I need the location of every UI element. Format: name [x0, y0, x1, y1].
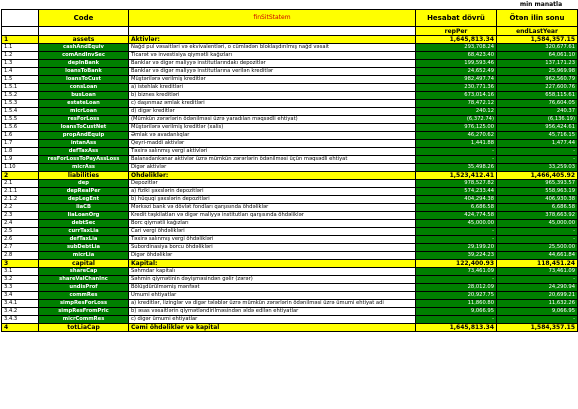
row-code[interactable]: undisProf	[39, 284, 129, 292]
row-code[interactable]: liabilities	[39, 172, 129, 180]
row-number[interactable]: 1.1	[2, 44, 39, 52]
table-row	[2, 124, 578, 132]
table-row	[2, 132, 578, 140]
unit-caption: min manatla	[519, 1, 563, 8]
row-value-previous[interactable]: 24,290.94	[497, 284, 578, 292]
table-row	[2, 316, 578, 324]
row-code[interactable]: defTaxAss	[39, 148, 129, 156]
row-value-current[interactable]: 293,708.24	[416, 44, 497, 52]
table-row	[2, 204, 578, 212]
row-number[interactable]: 1.2	[2, 52, 39, 60]
row-value-current[interactable]: 424,774.58	[416, 212, 497, 220]
row-description[interactable]: d) digər kreditlər	[129, 108, 416, 116]
row-description[interactable]: a) fiziki şəxslərin depozitləri	[129, 188, 416, 196]
row-code[interactable]: depInBank	[39, 60, 129, 68]
table-row	[2, 172, 578, 180]
row-description[interactable]: Müştərilərə verilmiş kreditlər (xalis)	[129, 124, 416, 132]
row-value-previous[interactable]: 558,963.19	[497, 188, 578, 196]
row-description[interactable]: Səhmin qiymətinin dəyişməsindən gəlir (zərər)	[129, 276, 416, 284]
row-code[interactable]: shareValChanInc	[39, 276, 129, 284]
row-number[interactable]: 2.6	[2, 236, 39, 244]
row-description[interactable]: Digər öhdəliklər	[129, 252, 416, 260]
row-number[interactable]: 2.2	[2, 204, 39, 212]
row-code[interactable]: micrCommRes	[39, 316, 129, 324]
row-code[interactable]: debtSec	[39, 220, 129, 228]
row-description[interactable]: b) hüquqi şəxslərin depozitləri	[129, 196, 416, 204]
row-number[interactable]: 3.1	[2, 268, 39, 276]
row-value-current[interactable]: -	[416, 148, 497, 156]
row-description[interactable]: Banklar və digər maliyyə institutlarındakı depozitlər	[129, 60, 416, 68]
row-value-current[interactable]: 982,497.74	[416, 76, 497, 84]
row-number[interactable]: 2.1.1	[2, 188, 39, 196]
row-value-previous[interactable]: 1,477.44	[497, 140, 578, 148]
row-value-current[interactable]: -	[416, 156, 497, 164]
row-code[interactable]: loansToCustNet	[39, 124, 129, 132]
row-value-current[interactable]: 1,441.88	[416, 140, 497, 148]
row-value-current[interactable]: 73,461.09	[416, 268, 497, 276]
table-row	[2, 180, 578, 188]
row-value-previous[interactable]: -	[497, 228, 578, 236]
row-value-current[interactable]: -	[416, 316, 497, 324]
row-number[interactable]: 2	[2, 172, 39, 180]
table-row	[2, 108, 578, 116]
row-description[interactable]: Qeyri-maddi aktivlər	[129, 140, 416, 148]
row-description[interactable]: Əmlak və avadanlıqlar	[129, 132, 416, 140]
row-number[interactable]: 2.4	[2, 220, 39, 228]
table-row	[2, 84, 578, 92]
table-row	[2, 276, 578, 284]
row-value-previous[interactable]: 25,969.98	[497, 68, 578, 76]
row-value-previous[interactable]: 45,716.15	[497, 132, 578, 140]
row-code[interactable]: commRes	[39, 292, 129, 300]
row-code[interactable]: capital	[39, 260, 129, 268]
row-value-current[interactable]: 9,066.95	[416, 308, 497, 316]
row-description[interactable]: Cari vergi öhdəlikləri	[129, 228, 416, 236]
row-number[interactable]: 1.7	[2, 140, 39, 148]
row-value-current[interactable]: 11,860.80	[416, 300, 497, 308]
row-description[interactable]: Cəmi öhdəliklər və kapital	[129, 324, 416, 332]
row-description[interactable]: (Mümkün zərərlərin ödənilməsi üzrə yaradılan məqsədli ehtiyat)	[129, 116, 416, 124]
row-value-previous[interactable]: (6,136.19)	[497, 116, 578, 124]
row-code[interactable]: cashAndEquiv	[39, 44, 129, 52]
row-value-current[interactable]: 20,927.75	[416, 292, 497, 300]
row-number[interactable]: 1.6	[2, 132, 39, 140]
table-row	[2, 196, 578, 204]
table-row	[2, 260, 578, 268]
row-value-current[interactable]: 1,645,813.34	[416, 324, 497, 332]
row-value-current[interactable]: 122,400.93	[416, 260, 497, 268]
row-value-previous[interactable]: 118,451.24	[497, 260, 578, 268]
table-row	[2, 292, 578, 300]
row-number[interactable]: 3.2	[2, 276, 39, 284]
table-row	[2, 244, 578, 252]
row-value-current[interactable]: 1,523,412.41	[416, 172, 497, 180]
row-value-current[interactable]: 976,125.00	[416, 124, 497, 132]
row-number[interactable]: 3.4.3	[2, 316, 39, 324]
row-value-previous[interactable]: 1,584,357.15	[497, 324, 578, 332]
table-row	[2, 52, 578, 60]
row-value-previous[interactable]: -	[497, 148, 578, 156]
row-description[interactable]: c) digər ümumi ehtiyatlar	[129, 316, 416, 324]
row-value-current[interactable]: 35,498.26	[416, 164, 497, 172]
row-value-current[interactable]: 1,645,813.34	[416, 36, 497, 44]
row-code[interactable]: depRealPer	[39, 188, 129, 196]
row-code[interactable]: defTaxLia	[39, 236, 129, 244]
row-value-previous[interactable]: 73,461.09	[497, 268, 578, 276]
row-value-current[interactable]: 673,014.16	[416, 92, 497, 100]
row-number[interactable]: 1.4	[2, 68, 39, 76]
row-number[interactable]: 2.5	[2, 228, 39, 236]
table-row	[2, 228, 578, 236]
row-code[interactable]: subDebtLia	[39, 244, 129, 252]
row-code[interactable]: resForLoss	[39, 116, 129, 124]
row-code[interactable]: totLiaCap	[39, 324, 129, 332]
row-value-current[interactable]: 240.12	[416, 108, 497, 116]
subheader-blank	[2, 27, 39, 36]
header-blank	[2, 10, 39, 27]
row-description[interactable]: Kredit təşkilatları və digər maliyyə institutları qarşısında öhdəliklər	[129, 212, 416, 220]
row-code[interactable]: resForLossToPayAssLoss	[39, 156, 129, 164]
row-number[interactable]: 3.4	[2, 292, 39, 300]
row-description[interactable]: Kapital:	[129, 260, 416, 268]
row-value-previous[interactable]: -	[497, 236, 578, 244]
row-description[interactable]: Borc qiymətli kağızları	[129, 220, 416, 228]
subheader-blank-desc	[129, 27, 416, 36]
table-row	[2, 212, 578, 220]
subheader-blank-code	[39, 27, 129, 36]
row-value-previous[interactable]: 45,000.00	[497, 220, 578, 228]
row-value-previous[interactable]: 227,600.76	[497, 84, 578, 92]
row-value-previous[interactable]: -	[497, 156, 578, 164]
row-description[interactable]: Təxirə salınmış vergi aktivləri	[129, 148, 416, 156]
row-value-current[interactable]: -	[416, 276, 497, 284]
table-row	[2, 252, 578, 260]
row-value-previous[interactable]: 6,686.58	[497, 204, 578, 212]
row-code[interactable]: comAndInvSec	[39, 52, 129, 60]
row-number[interactable]: 1.5.1	[2, 84, 39, 92]
row-code[interactable]: micrAss	[39, 164, 129, 172]
row-code[interactable]: liaCB	[39, 204, 129, 212]
row-value-current[interactable]: 199,593.46	[416, 60, 497, 68]
row-code[interactable]: consLoan	[39, 84, 129, 92]
row-value-previous[interactable]: 378,663.92	[497, 212, 578, 220]
row-value-current[interactable]: 574,233.44	[416, 188, 497, 196]
row-description[interactable]: c) daşınmaz əmlak kreditləri	[129, 100, 416, 108]
row-value-previous[interactable]: 44,661.84	[497, 252, 578, 260]
table-row	[2, 300, 578, 308]
row-description[interactable]: Ticarət və investisiya qiymətli kağızları	[129, 52, 416, 60]
row-value-previous[interactable]: 658,115.61	[497, 92, 578, 100]
row-value-previous[interactable]: 962,560.79	[497, 76, 578, 84]
row-description[interactable]: Aktivlər:	[129, 36, 416, 44]
row-description[interactable]: Təxirə salınmış vergi öhdəlikləri	[129, 236, 416, 244]
row-value-current[interactable]: 6,686.58	[416, 204, 497, 212]
row-value-current[interactable]: 46,270.62	[416, 132, 497, 140]
row-code[interactable]: dep	[39, 180, 129, 188]
row-number[interactable]: 1.5.4	[2, 108, 39, 116]
subheader-col1-key[interactable]: repPer	[416, 27, 497, 36]
row-number[interactable]: 1.9	[2, 156, 39, 164]
table-row	[2, 116, 578, 124]
row-value-previous[interactable]: 33,259.03	[497, 164, 578, 172]
row-description[interactable]: Bölüşdürülməmiş mənfəət	[129, 284, 416, 292]
row-value-current[interactable]: 39,224.23	[416, 252, 497, 260]
table-row	[2, 36, 578, 44]
row-value-current[interactable]: -	[416, 236, 497, 244]
row-number[interactable]: 1.10	[2, 164, 39, 172]
row-value-previous[interactable]: -	[497, 276, 578, 284]
row-value-previous[interactable]: 76,604.05	[497, 100, 578, 108]
row-description[interactable]: Öhdəliklər:	[129, 172, 416, 180]
row-value-previous[interactable]: 320,677.61	[497, 44, 578, 52]
header-row	[2, 10, 578, 27]
row-description[interactable]: Ümumi ehtiyatlar	[129, 292, 416, 300]
row-code[interactable]: propAndEquip	[39, 132, 129, 140]
row-description[interactable]: Depozitlər	[129, 180, 416, 188]
row-description[interactable]: Müştərilərə verilmiş kreditlər	[129, 76, 416, 84]
row-value-previous[interactable]: 956,424.61	[497, 124, 578, 132]
row-number[interactable]: 1.5.5	[2, 116, 39, 124]
table-row	[2, 268, 578, 276]
row-value-current[interactable]: 404,294.38	[416, 196, 497, 204]
row-description[interactable]: Balansdankənar aktivlər üzrə mümkün zərərlərin ödənilməsi üçün məqsədli ehtiyat	[129, 156, 416, 164]
row-number[interactable]: 2.1.2	[2, 196, 39, 204]
row-number[interactable]: 3	[2, 260, 39, 268]
table-row	[2, 60, 578, 68]
row-value-previous[interactable]: 1,584,357.15	[497, 36, 578, 44]
row-code[interactable]: simpResFromPric	[39, 308, 129, 316]
row-value-current[interactable]: 24,652.49	[416, 68, 497, 76]
table-row	[2, 324, 578, 332]
row-number[interactable]: 1.5.6	[2, 124, 39, 132]
row-description[interactable]: Mərkəzi bank və dövlət fondları qarşısında öhdəliklər	[129, 204, 416, 212]
row-value-previous[interactable]: -	[497, 316, 578, 324]
row-value-current[interactable]: 978,527.82	[416, 180, 497, 188]
row-value-previous[interactable]: 137,171.23	[497, 60, 578, 68]
row-description[interactable]: Nağd pul vəsaitləri və ekvivalentləri, o cümlədən bloklaşdırılmış nağd vəsait	[129, 44, 416, 52]
row-code[interactable]: loansToCust	[39, 76, 129, 84]
row-code[interactable]: assets	[39, 36, 129, 44]
row-description[interactable]: Digər aktivlər	[129, 164, 416, 172]
row-value-previous[interactable]: 25,500.00	[497, 244, 578, 252]
row-number[interactable]: 2.8	[2, 252, 39, 260]
row-number[interactable]: 1	[2, 36, 39, 44]
table-row	[2, 68, 578, 76]
header-col2[interactable]: Ötən ilin sonu	[497, 10, 578, 27]
row-value-current[interactable]: -	[416, 228, 497, 236]
header-code[interactable]: Code	[39, 10, 129, 27]
row-value-current[interactable]: 45,000.00	[416, 220, 497, 228]
row-number[interactable]: 2.7	[2, 244, 39, 252]
table-row	[2, 284, 578, 292]
row-number[interactable]: 3.4.2	[2, 308, 39, 316]
row-description[interactable]: b) biznes kreditləri	[129, 92, 416, 100]
subheader-row	[2, 27, 578, 36]
row-number[interactable]: 1.5.2	[2, 92, 39, 100]
row-code[interactable]: busLoan	[39, 92, 129, 100]
row-value-previous[interactable]: 20,699.21	[497, 292, 578, 300]
financial-statement-table	[1, 9, 578, 332]
row-value-current[interactable]: 230,771.36	[416, 84, 497, 92]
row-code[interactable]: depLegEnt	[39, 196, 129, 204]
row-code[interactable]: simpResForLoss	[39, 300, 129, 308]
row-value-previous[interactable]: 240.37	[497, 108, 578, 116]
row-number[interactable]: 1.5	[2, 76, 39, 84]
table-row	[2, 100, 578, 108]
row-description[interactable]: Banklar və digər maliyyə institutlarına verilən kreditlər	[129, 68, 416, 76]
row-value-current[interactable]: 78,472.12	[416, 100, 497, 108]
row-value-previous[interactable]: 406,930.38	[497, 196, 578, 204]
row-number[interactable]: 1.3	[2, 60, 39, 68]
table-row	[2, 156, 578, 164]
row-value-previous[interactable]: 1,466,405.92	[497, 172, 578, 180]
row-code[interactable]: shareCap	[39, 268, 129, 276]
header-desc[interactable]: finSitStatem	[129, 10, 416, 27]
table-row	[2, 164, 578, 172]
row-number[interactable]: 1.5.3	[2, 100, 39, 108]
row-number[interactable]: 2.3	[2, 212, 39, 220]
row-code[interactable]: estateLoan	[39, 100, 129, 108]
row-value-previous[interactable]: 64,061.10	[497, 52, 578, 60]
row-number[interactable]: 2.1	[2, 180, 39, 188]
row-description[interactable]: a) istehlak kreditləri	[129, 84, 416, 92]
table-row	[2, 236, 578, 244]
row-value-previous[interactable]: 9,066.95	[497, 308, 578, 316]
row-number[interactable]: 1.8	[2, 148, 39, 156]
table-row	[2, 308, 578, 316]
table-row	[2, 188, 578, 196]
row-value-current[interactable]: 29,199.20	[416, 244, 497, 252]
table-row	[2, 140, 578, 148]
row-number[interactable]: 4	[2, 324, 39, 332]
row-description[interactable]: Subordinasiya borcu öhdəlikləri	[129, 244, 416, 252]
table-row	[2, 92, 578, 100]
row-code[interactable]: liaLoanOrg	[39, 212, 129, 220]
row-value-previous[interactable]: 965,393.57	[497, 180, 578, 188]
header-col1[interactable]: Hesabat dövrü	[416, 10, 497, 27]
unit-note	[0, 0, 578, 9]
row-value-current[interactable]: (6,372.74)	[416, 116, 497, 124]
row-value-previous[interactable]: 11,632.26	[497, 300, 578, 308]
row-value-current[interactable]: 68,423.40	[416, 52, 497, 60]
table-row	[2, 76, 578, 84]
row-number[interactable]: 3.3	[2, 284, 39, 292]
row-code[interactable]: currTaxLia	[39, 228, 129, 236]
table-row	[2, 44, 578, 52]
table-row	[2, 148, 578, 156]
row-value-current[interactable]: 28,012.09	[416, 284, 497, 292]
row-description[interactable]: b) əsas vəsaitlərin qiymətləndirilməsindən əldə edilən ehtiyatlar	[129, 308, 416, 316]
row-number[interactable]: 3.4.1	[2, 300, 39, 308]
row-description[interactable]: a) kreditlər, lizinglər və digər tələblər üzrə mümkün zərərlərin ödənilməsi üzrə ümumi ehtiyat adi	[129, 300, 416, 308]
row-code[interactable]: micrLoan	[39, 108, 129, 116]
row-description[interactable]: Səhmdar kapitalı	[129, 268, 416, 276]
row-code[interactable]: micrLia	[39, 252, 129, 260]
subheader-col2-key[interactable]: endLastYear	[497, 27, 578, 36]
table-row	[2, 220, 578, 228]
row-code[interactable]: intanAss	[39, 140, 129, 148]
row-code[interactable]: loansToBank	[39, 68, 129, 76]
